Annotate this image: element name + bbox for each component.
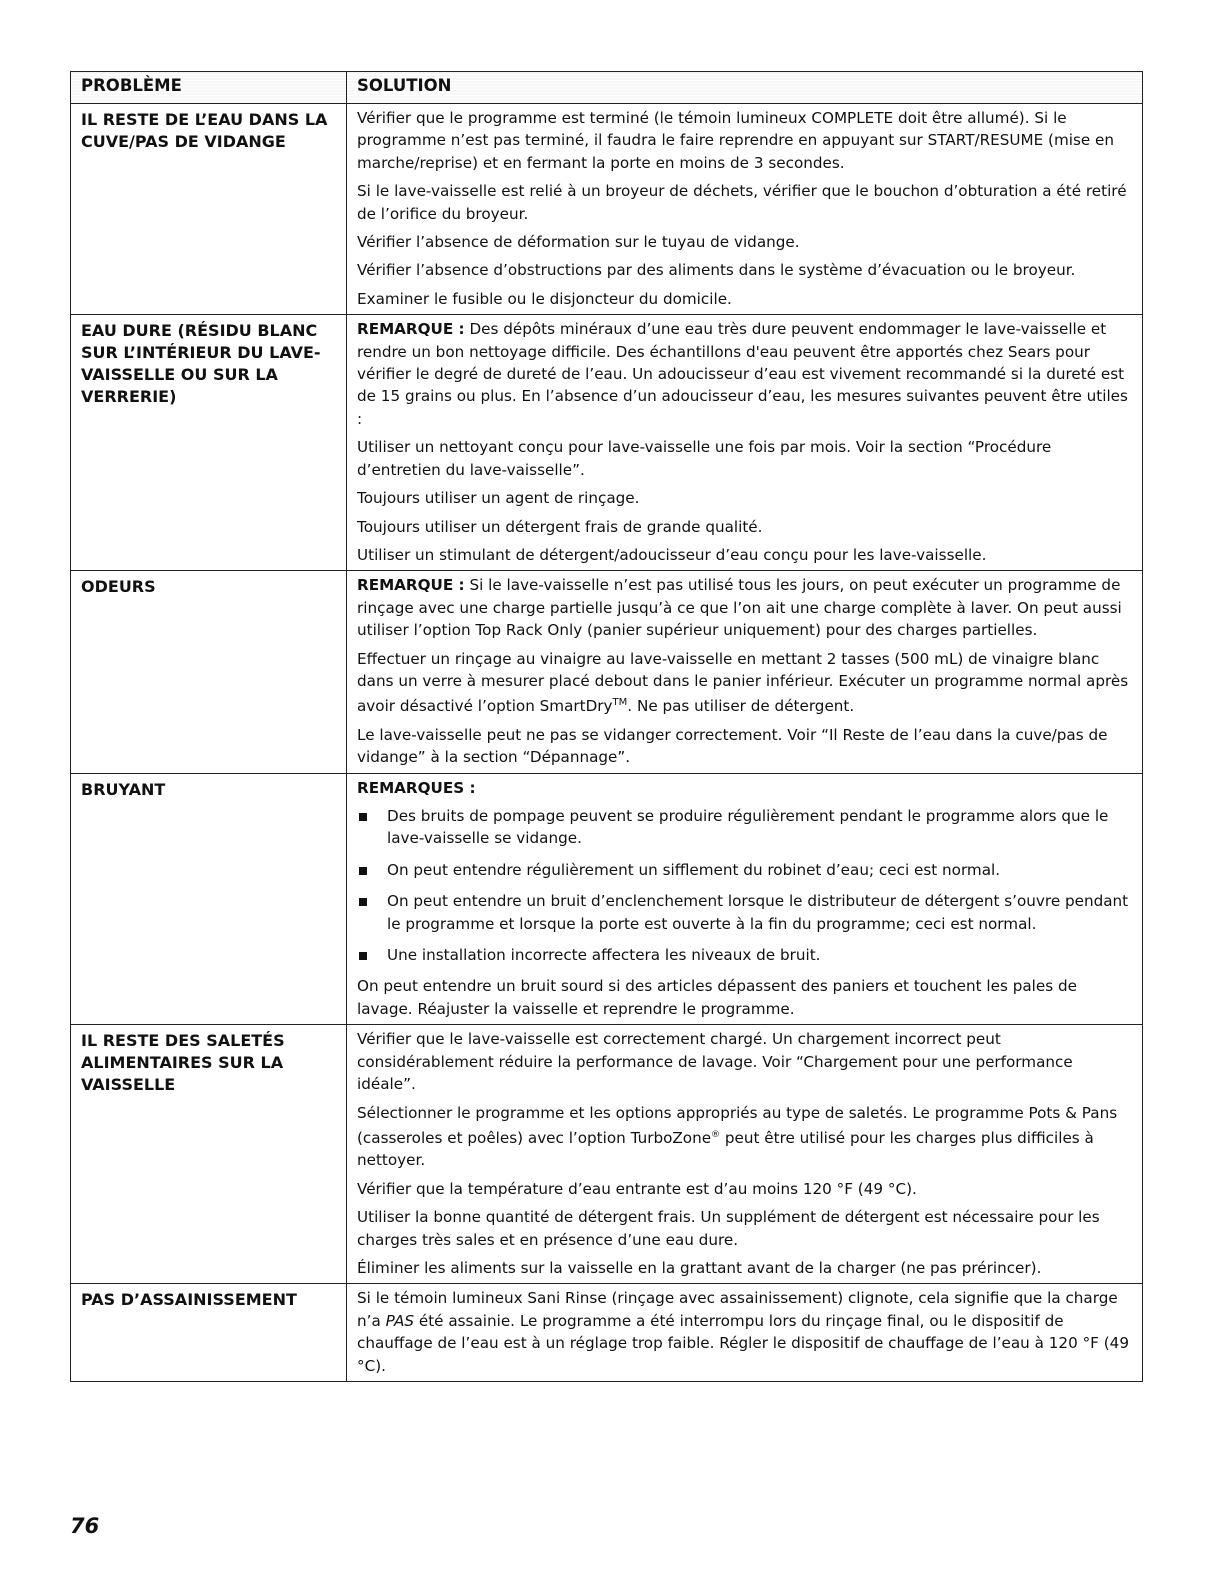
note-label: REMARQUE :	[357, 320, 465, 339]
paragraph-text: Si le témoin lumineux Sani Rinse (rinçage avec assainissement) clignote, cela signifie que la charge n’a	[357, 1289, 1118, 1330]
note-label: REMARQUES :	[357, 778, 476, 797]
table-row	[71, 571, 1143, 773]
solution-paragraph	[357, 1287, 1130, 1377]
solution-cell	[347, 315, 1143, 571]
table-row	[71, 1284, 1143, 1382]
solution-paragraph: Utiliser un stimulant de détergent/adoucisseur d’eau conçu pour les lave-vaisselle.	[357, 545, 987, 564]
solution-paragraph: Vérifier que le lave-vaisselle est correctement chargé. Un chargement incorrect peut considérablement réduire la performance de lavage. Voir “Chargement pour une performance idéale”.	[357, 1030, 1073, 1094]
solution-paragraph: Éliminer les aliments sur la vaisselle en la grattant avant de la charger (ne pas prérincer).	[357, 1259, 1042, 1277]
solution-paragraph: On peut entendre un bruit sourd si des articles dépassent des paniers et touchent les pales de lavage. Réajuster la vaisselle et reprendre le programme.	[357, 977, 1077, 1018]
problem-label: EAU DURE (RÉSIDU BLANC SUR L’INTÉRIEUR DU LAVE-VAISSELLE OU SUR LA VERRERIE)	[71, 315, 347, 571]
problem-label: BRUYANT	[71, 773, 347, 1025]
solution-paragraph: Vérifier que le programme est terminé (le témoin lumineux COMPLETE doit être allumé). Si le programme n’est pas terminé, il faudra le faire reprendre en appuyant sur START/RESUME (mise en marche/reprise) et en fermant la porte en moins de 3 secondes.	[357, 109, 1115, 172]
solution-cell	[347, 1025, 1143, 1284]
problem-label: ODEURS	[71, 571, 347, 773]
list-item-text: Des bruits de pompage peuvent se produire régulièrement pendant le programme alors que le lave-vaisselle se vidange.	[387, 807, 1109, 848]
table-row	[71, 773, 1143, 1025]
table-row	[71, 104, 1143, 315]
square-bullet-icon	[359, 867, 367, 875]
solution-cell	[347, 773, 1143, 1025]
problem-column-header: PROBLÈME	[71, 72, 347, 104]
solution-paragraph: Vérifier que la température d’eau entrante est d’au moins 120 °F (49 °C).	[357, 1179, 917, 1198]
paragraph-text: . Ne pas utiliser de détergent.	[627, 697, 855, 716]
problem-label: IL RESTE DES SALETÉS ALIMENTAIRES SUR LA VAISSELLE	[71, 1025, 347, 1284]
troubleshooting-table	[70, 71, 1143, 1382]
square-bullet-icon	[359, 813, 367, 821]
note-text: Des dépôts minéraux d’une eau très dure peuvent endommager le lave-vaisselle et rendre un bon nettoyage difficile. Des échantillons d'eau peuvent être apportés chez Sears pour vérifier le degré de dureté de l’eau. Un adoucisseur d’eau est vivement recommandé si la dureté est de 15 grains ou plus. En l’absence d’un adoucisseur d’eau, les mesures suivantes peuvent être utiles :	[357, 320, 1128, 428]
solution-paragraph: Examiner le fusible ou le disjoncteur du domicile.	[357, 289, 732, 308]
solution-cell	[347, 571, 1143, 773]
solution-paragraph: Si le lave-vaisselle est relié à un broyeur de déchets, vérifier que le bouchon d’obturation a été retiré de l’orifice du broyeur.	[357, 182, 1127, 223]
trademark-mark: TM	[612, 697, 628, 709]
paragraph-text: peut être utilisé pour les charges plus difficiles à nettoyer.	[357, 1128, 1094, 1170]
note-text: Si le lave-vaisselle n’est pas utilisé tous les jours, on peut exécuter un programme de rinçage avec une charge partielle jusqu’à ce que l’on ait une charge complète à laver. On peut aussi utiliser l’option Top Rack Only (panier supérieur uniquement) pour des charges partielles.	[357, 576, 1122, 640]
solution-paragraph: Utiliser un nettoyant conçu pour lave-vaisselle une fois par mois. Voir la section “Procédure d’entretien du lave-vaisselle”.	[357, 438, 1052, 479]
list-item-text: On peut entendre régulièrement un sifflement du robinet d’eau; ceci est normal.	[387, 860, 1001, 879]
list-item	[357, 890, 1130, 935]
page-number: 76	[70, 1514, 100, 1538]
list-item	[357, 944, 1130, 966]
solution-paragraph: Vérifier l’absence d’obstructions par des aliments dans le système d’évacuation ou le broyeur.	[357, 261, 1076, 280]
solution-paragraph: Toujours utiliser un agent de rinçage.	[357, 489, 640, 508]
list-item	[357, 805, 1130, 850]
table-row	[71, 1025, 1143, 1284]
square-bullet-icon	[359, 952, 367, 960]
note-paragraph	[357, 318, 1130, 430]
solution-cell	[347, 104, 1143, 315]
problem-label: PAS D’ASSAINISSEMENT	[71, 1284, 347, 1382]
solution-paragraph	[357, 648, 1130, 718]
solution-paragraph: Utiliser la bonne quantité de détergent frais. Un supplément de détergent est nécessaire pour les charges très sales et en présence d’une eau dure.	[357, 1208, 1100, 1249]
solution-paragraph	[357, 1102, 1130, 1172]
registered-mark: ®	[711, 1129, 721, 1140]
square-bullet-icon	[359, 898, 367, 906]
table-row	[71, 315, 1143, 571]
solution-paragraph: Vérifier l’absence de déformation sur le tuyau de vidange.	[357, 233, 800, 252]
note-paragraph	[357, 574, 1130, 641]
list-item-text: On peut entendre un bruit d’enclenchement lorsque le distributeur de détergent s’ouvre pendant le programme et lorsque la porte est ouverte à la fin du programme; ceci est normal.	[387, 892, 1129, 933]
problem-label: IL RESTE DE L’EAU DANS LA CUVE/PAS DE VIDANGE	[71, 104, 347, 315]
solution-cell	[347, 1284, 1143, 1382]
solution-paragraph: Toujours utiliser un détergent frais de grande qualité.	[357, 517, 763, 536]
emphasis-text: PAS	[385, 1311, 415, 1330]
solution-column-header: SOLUTION	[347, 72, 1143, 104]
paragraph-text: Sélectionner le programme et les options appropriés au type de saletés. Le programme Pots & Pans (casseroles et poêles) avec l’option TurboZone	[357, 1103, 1118, 1147]
list-item	[357, 859, 1130, 881]
table-header-row	[71, 72, 1143, 104]
paragraph-text: été assainie. Le programme a été interrompu lors du rinçage final, ou le dispositif de chauffage de l’eau est à un réglage trop faible. Régler le dispositif de chauffage de l’eau à 120 °F (49 °C).	[357, 1311, 1129, 1375]
list-item-text: Une installation incorrecte affectera les niveaux de bruit.	[387, 946, 821, 965]
note-label: REMARQUE :	[357, 576, 465, 595]
paragraph-text: Effectuer un rinçage au vinaigre au lave-vaisselle en mettant 2 tasses (500 mL) de vinaigre blanc dans un verre à mesurer placé debout dans le panier inférieur. Exécuter un programme normal après avoir désactivé l’option SmartDry	[357, 649, 1129, 716]
bullet-list	[357, 805, 1130, 966]
solution-paragraph: Le lave-vaisselle peut ne pas se vidanger correctement. Voir “Il Reste de l’eau dans la cuve/pas de vidange” à la section “Dépannage”.	[357, 725, 1108, 767]
